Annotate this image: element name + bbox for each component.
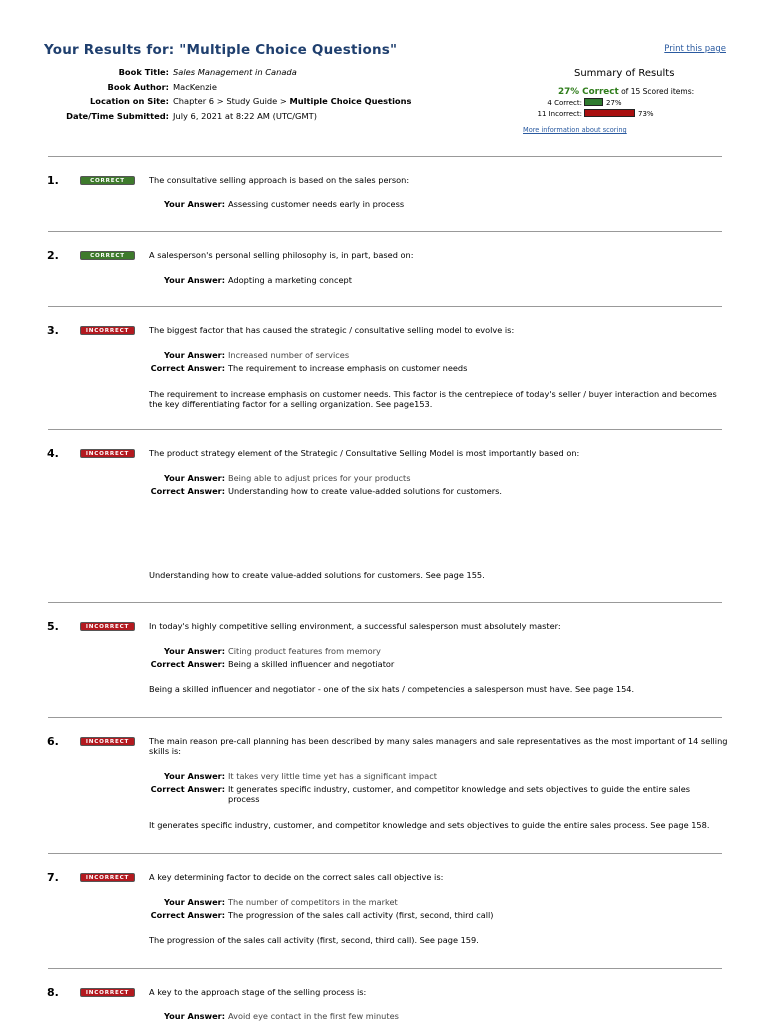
answer-feedback: Understanding how to create value-added solutions for customers. See page 155. (149, 570, 485, 580)
your-answer-label: Your Answer: (164, 1011, 225, 1021)
correct-bar-row (520, 98, 730, 108)
page-title: Your Results for: "Multiple Choice Questions" (44, 42, 398, 58)
correct-percent-text: 27% (606, 99, 622, 107)
question-text: The biggest factor that has caused the strategic / consultative selling model to evolve is: (149, 325, 515, 335)
divider (48, 853, 722, 854)
divider (48, 968, 722, 969)
your-answer-value: It takes very little time yet has a significant impact (228, 771, 437, 781)
your-answer-label: Your Answer: (164, 199, 225, 209)
book-author-label: Book Author: (107, 81, 169, 92)
incorrect-badge: INCORRECT (80, 873, 135, 882)
answer-feedback: The requirement to increase emphasis on customer needs. This factor is the centrepiece of today's seller / buyer interaction and becomes the key differentiating factor for a selling organization. See page153. (149, 389, 717, 409)
incorrect-badge: INCORRECT (80, 737, 135, 746)
percent-correct: 27% Correct (558, 87, 619, 97)
question-text: The main reason pre-call planning has been described by many sales managers and sale representatives as the most important of 14 selling skills is: (149, 736, 728, 756)
incorrect-badge: INCORRECT (80, 622, 135, 631)
your-answer-value: Citing product features from memory (228, 646, 381, 656)
correct-answer-value: Being a skilled influencer and negotiator (228, 659, 395, 669)
question-number: 7. (47, 871, 59, 884)
your-answer-value: Increased number of services (228, 350, 350, 360)
answer-feedback: The progression of the sales call activity (first, second, third call). See page 159. (149, 935, 479, 945)
divider (48, 602, 722, 603)
question-number: 5. (47, 620, 59, 633)
question-number: 1. (47, 174, 59, 187)
summary-score-line (558, 87, 694, 97)
correct-answer-value: The progression of the sales call activity (first, second, third call) (228, 910, 494, 920)
scoring-info-link[interactable]: More information about scoring (523, 126, 627, 134)
your-answer-label: Your Answer: (164, 897, 225, 907)
divider (48, 717, 722, 718)
book-title-label: Book Title: (118, 67, 169, 77)
answer-feedback: Being a skilled influencer and negotiator - one of the six hats / competencies a salesperson must have. See page 154. (149, 684, 635, 694)
your-answer-value: The number of competitors in the market (228, 897, 398, 907)
answer-feedback: It generates specific industry, customer, and competitor knowledge and sets objectives to guide the entire sales process. See page 158. (149, 820, 710, 830)
your-answer-label: Your Answer: (164, 473, 225, 483)
correct-badge: CORRECT (80, 251, 135, 260)
divider (48, 429, 722, 430)
your-answer-label: Your Answer: (164, 275, 225, 285)
your-answer-value: Assessing customer needs early in process (228, 199, 405, 209)
question-number: 2. (47, 249, 59, 262)
correct-answer-label: Correct Answer: (150, 486, 225, 496)
location-label: Location on Site: (89, 96, 169, 106)
question-text: A key determining factor to decide on the correct sales call objective is: (149, 872, 444, 882)
correct-answer-value: The requirement to increase emphasis on customer needs (228, 363, 468, 373)
correct-badge: CORRECT (80, 176, 135, 185)
correct-answer-label: Correct Answer: (150, 784, 225, 794)
your-answer-label: Your Answer: (164, 771, 225, 781)
your-answer-label: Your Answer: (164, 350, 225, 360)
correct-answer-label: Correct Answer: (150, 659, 225, 669)
divider (48, 156, 722, 157)
location-path: Chapter 6 > Study Guide > (173, 96, 290, 106)
incorrect-bar-row (520, 109, 730, 119)
question-text: In today's highly competitive selling environment, a successful salesperson must absolutely master: (149, 621, 561, 631)
print-page-link[interactable]: Print this page (664, 44, 726, 54)
incorrect-badge: INCORRECT (80, 988, 135, 997)
location-value (173, 96, 411, 106)
submitted-value: July 6, 2021 at 8:22 AM (UTC/GMT) (173, 110, 317, 121)
your-answer-value: Being able to adjust prices for your products (228, 473, 411, 483)
incorrect-count-label: 11 Incorrect: (537, 110, 582, 118)
correct-answer-value: It generates specific industry, customer, and competitor knowledge and sets objectives to guide the entire sales process (228, 784, 691, 804)
your-answer-value: Avoid eye contact in the first few minutes (228, 1011, 399, 1021)
your-answer-value: Adopting a marketing concept (228, 275, 352, 285)
question-text: The product strategy element of the Strategic / Consultative Selling Model is most importantly based on: (149, 448, 580, 458)
book-title-value: Sales Management in Canada (173, 67, 297, 77)
question-text: A key to the approach stage of the selling process is: (149, 987, 367, 997)
question-number: 3. (47, 324, 59, 337)
question-number: 6. (47, 735, 59, 748)
correct-bar (584, 98, 603, 106)
location-current: Multiple Choice Questions (289, 96, 412, 106)
question-number: 8. (47, 986, 59, 999)
scored-items-text: of 15 Scored items: (621, 87, 695, 96)
incorrect-badge: INCORRECT (80, 449, 135, 458)
divider (48, 306, 722, 307)
correct-answer-label: Correct Answer: (150, 910, 225, 920)
question-number: 4. (47, 447, 59, 460)
book-author-value: MacKenzie (173, 81, 217, 92)
summary-title: Summary of Results (574, 68, 675, 79)
correct-count-label: 4 Correct: (547, 99, 582, 107)
question-text: The consultative selling approach is based on the sales person: (149, 175, 410, 185)
correct-answer-value: Understanding how to create value-added solutions for customers. (228, 486, 502, 496)
submitted-label: Date/Time Submitted: (66, 110, 169, 121)
divider (48, 231, 722, 232)
incorrect-percent-text: 73% (638, 110, 654, 118)
your-answer-label: Your Answer: (164, 646, 225, 656)
incorrect-bar (584, 109, 635, 117)
incorrect-badge: INCORRECT (80, 326, 135, 335)
question-text: A salesperson's personal selling philosophy is, in part, based on: (149, 250, 414, 260)
correct-answer-label: Correct Answer: (150, 363, 225, 373)
